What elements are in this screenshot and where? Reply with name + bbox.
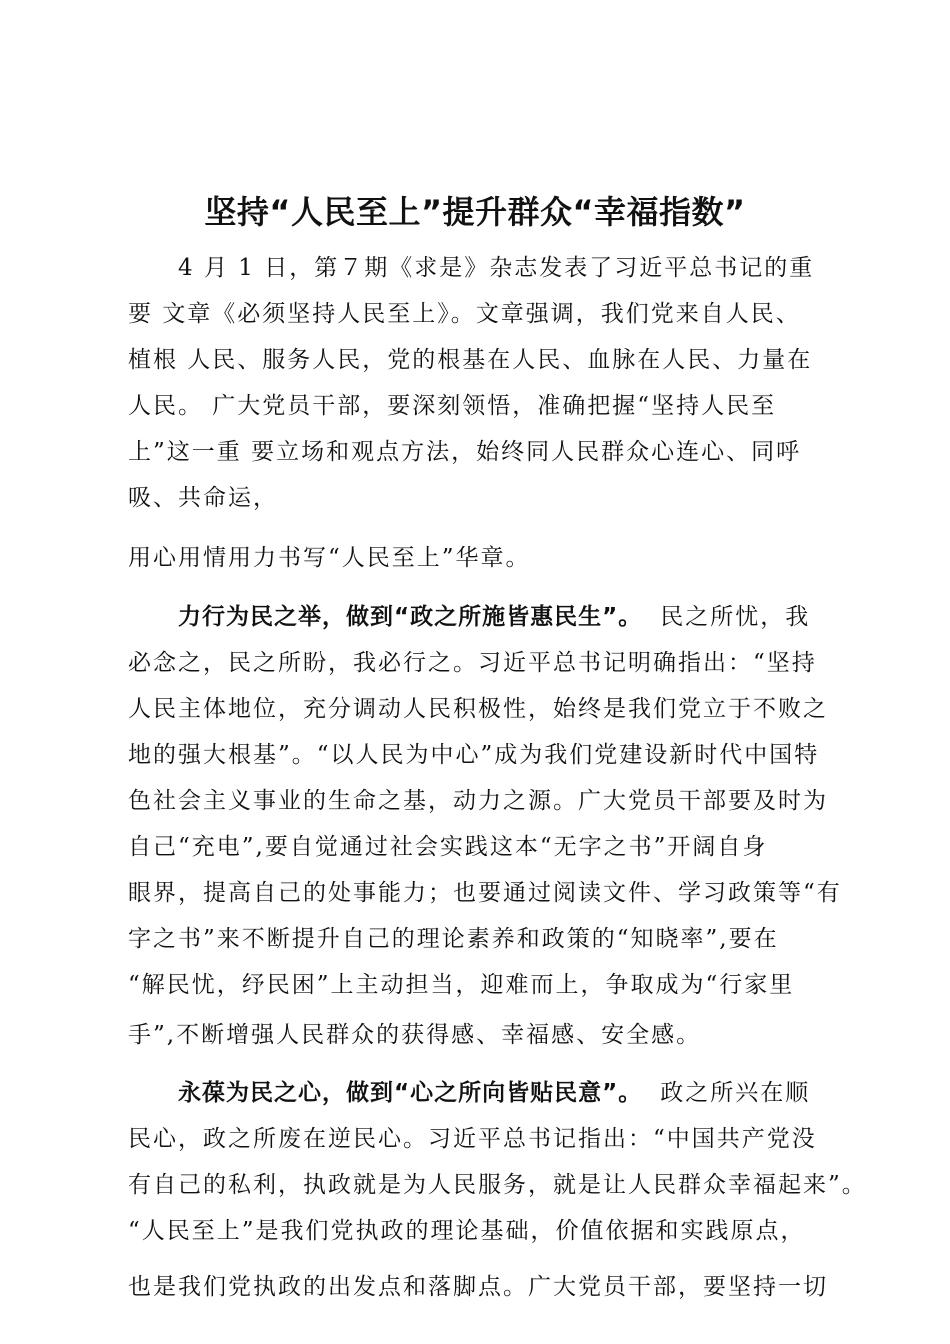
paragraph3-line-5: 也是我们党执政的出发点和落脚点。广大党员干部，要坚持一切	[128, 1274, 828, 1300]
paragraph3-line-2: 民心，政之所废在逆民心。习近平总书记指出：“中国共产党没	[128, 1126, 817, 1152]
paragraph2-line-10: 手”,不断增强人民群众的获得感、幸福感、安全感。	[128, 1022, 702, 1048]
paragraph2-line-8: 字之书”来不断提升自己的理论素养和政策的“知晓率”,要在	[128, 926, 779, 952]
paragraph1-line-5: 上”这一重 要立场和观点方法，始终同人民群众心连心、同呼	[128, 439, 802, 465]
paragraph2-line-7: 眼界，提高自己的处事能力；也要通过阅读文件、学习政策等“有	[128, 880, 842, 906]
paragraph1-line-4: 人民。 广大党员干部，要深刻领悟，准确把握“坚持人民至	[128, 393, 777, 419]
paragraph2-first-line-rest: 民之所忧，我	[660, 604, 811, 630]
paragraph3-first-line-rest: 政之所兴在顺	[660, 1080, 811, 1106]
paragraph3-line-4: “人民至上”是我们党执政的理论基础，价值依据和实践原点，	[128, 1218, 806, 1244]
paragraph1-line-3: 植根 人民、服务人民，党的根基在人民、血脉在人民、力量在	[128, 347, 813, 373]
paragraph2-line-4: 地的强大根基”。“以人民为中心”成为我们党建设新时代中国特	[128, 742, 820, 768]
paragraph2-line-1	[178, 600, 898, 634]
paragraph2-line-3: 人民主体地位，充分调动人民积极性，始终是我们党立于不败之	[128, 696, 828, 722]
paragraph2-line-5: 色社会主义事业的生命之基，动力之源。广大党员干部要及时为	[128, 788, 828, 814]
paragraph2-line-2: 必念之，民之所盼，我必行之。习近平总书记明确指出：“坚持	[128, 650, 817, 676]
paragraph2-line-6: 自己“充电”,要自觉通过社会实践这本“无字之书”开阔自身	[128, 834, 768, 860]
paragraph1-line-1: 4 月 1 日，第７期《求是》杂志发表了习近平总书记的重	[178, 255, 815, 281]
paragraph2-lead: 力行为民之举，做到“政之所施皆惠民生”。	[178, 604, 643, 630]
paragraph3-line-3: 有自己的私利，执政就是为人民服务，就是让人民群众幸福起来”。	[128, 1172, 867, 1198]
document-title: 坚持“人民至上”提升群众“幸福指数”	[204, 193, 746, 231]
paragraph1-line-2: 要 文章《必须坚持人民至上》。文章强调，我们党来自人民、	[128, 301, 801, 327]
paragraph3-lead: 永葆为民之心，做到“心之所向皆贴民意”。	[178, 1080, 643, 1106]
paragraph1-tail: 用心用情用力书写“人民至上”华章。	[128, 545, 531, 571]
paragraph3-line-1	[178, 1076, 898, 1110]
paragraph2-line-9: “解民忧，纾民困”上主动担当，迎难而上，争取成为“行家里	[128, 972, 795, 998]
paragraph1-line-6: 吸、共命运，	[128, 485, 278, 511]
